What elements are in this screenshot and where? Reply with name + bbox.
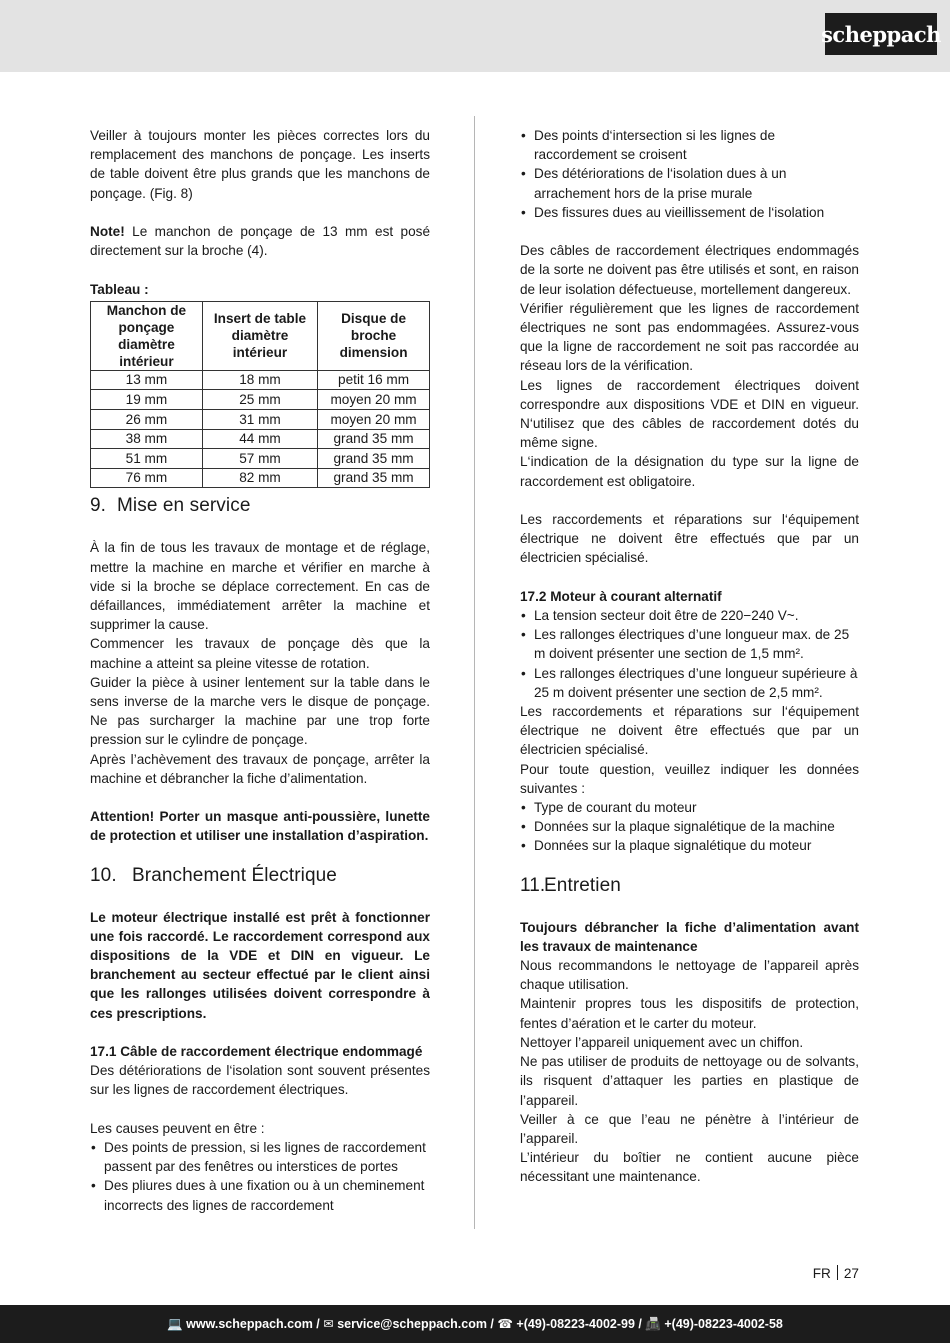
table-cell: 57 mm (202, 449, 317, 469)
paragraph: Les lignes de raccordement électriques doivent correspondre aux dispositions VDE et DIN en vigueur. N‘utilisez que des câbles de raccordement dotés du même signe. (520, 377, 859, 451)
list-item: • Des points de pression, si les lignes de raccordement passent par des fenêtres ou interstices de portes (90, 1138, 430, 1176)
note-text: Le manchon de ponçage de 13 mm est posé directement sur la broche (4). (90, 224, 430, 259)
bullet-list (520, 126, 859, 222)
scheppach-logo: scheppach (825, 13, 937, 55)
paragraph: Vérifier régulièrement que les lignes de raccordement électriques ne sont pas endommagées. Assurez-vous que la ligne de raccordement ne soit pas raccordée au réseau lors de la vérification. (520, 300, 859, 374)
paragraph: Pour toute question, veuillez indiquer les données suivantes : (520, 761, 859, 796)
paragraph: Nous recommandons le nettoyage de l’appareil après chaque utilisation. (520, 958, 859, 993)
spec-table (90, 301, 430, 489)
bullet-list (520, 798, 859, 856)
table-cell: 76 mm (91, 468, 203, 488)
subsection-title: 17.2 Moteur à courant alternatif (520, 588, 722, 604)
paragraph: Les causes peuvent en être : (90, 1120, 265, 1136)
table-header-cell: Disque de broche dimension (318, 301, 430, 370)
attention-warning: Attention! Porter un masque anti-poussière, lunette de protection et utiliser une installation d’aspiration. (90, 809, 430, 844)
list-item: • Des fissures dues au vieillissement de l‘isolation (520, 203, 859, 222)
electrical-notice: Le moteur électrique installé est prêt à fonctionner une fois raccordé. Le raccordement correspond aux dispositions de la VDE et DIN en vigueur. Le branchement au secteur effectué par le client ainsi que les rallonges utilisées doivent correspondre à ces prescriptions. (90, 909, 430, 1021)
list-item: • Des détériorations de l‘isolation dues à un arrachement hors de la prise murale (520, 164, 859, 202)
paragraph: Des détériorations de l‘isolation sont souvent présentes sur les lignes de raccordement électriques. (90, 1063, 430, 1098)
paragraph: Guider la pièce à usiner lentement sur la table dans le sens inverse de la marche vers le disque de ponçage. Ne pas surcharger la machine par une trop forte pression sur le cylindre de ponçage. (90, 674, 430, 748)
table-cell: 38 mm (91, 429, 203, 449)
table-cell: 19 mm (91, 390, 203, 410)
table-row (91, 409, 430, 429)
table-cell: 26 mm (91, 409, 203, 429)
paragraph: Les raccordements et réparations sur l‘équipement électrique ne doivent être effectués que par un électricien spécialisé. (520, 704, 859, 758)
section-title: Branchement Électrique (132, 864, 337, 886)
section-number: 11. (520, 874, 546, 896)
page-number-value: 27 (843, 1266, 859, 1281)
maintenance-warning: Toujours débrancher la fiche d’alimentation avant les travaux de maintenance (520, 919, 859, 954)
paragraph: Après l’achèvement des travaux de ponçage, arrêter la machine et débrancher la fiche d’alimentation. (90, 751, 430, 786)
paragraph: Veiller à toujours monter les pièces correctes lors du remplacement des manchons de ponçage. Les inserts de table doivent être plus grands que les manchons de ponçage. (Fig. 8) (90, 128, 430, 201)
note-paragraph (90, 222, 430, 260)
section-heading-10 (90, 862, 430, 890)
left-column (90, 126, 430, 1215)
paragraph: Ne pas utiliser de produits de nettoyage ou de solvants, ils risquent d’attaquer les parties en plastique de l’appareil. (520, 1054, 859, 1108)
table-row (91, 370, 430, 390)
paragraph: Commencer les travaux de ponçage dès que la machine a atteint sa pleine vitesse de rotation. (90, 636, 430, 671)
footer-contact: 💻 www.scheppach.com / ✉ service@scheppach.com / ☎ +(49)-08223-4002-99 / 📠 +(49)-08223-4002-58 (167, 1317, 783, 1331)
list-item: • Des points d‘intersection si les lignes de raccordement se croisent (520, 126, 859, 164)
list-item: • Type de courant du moteur (520, 798, 859, 817)
table-row (91, 429, 430, 449)
paragraph: Veiller à ce que l’eau ne pénètre à l’intérieur de l’appareil. (520, 1111, 859, 1146)
bullet-list (90, 1138, 430, 1215)
table-row (91, 390, 430, 410)
table-cell: 44 mm (202, 429, 317, 449)
table-cell: 51 mm (91, 449, 203, 469)
table-cell: 13 mm (91, 370, 203, 390)
table-row (91, 468, 430, 488)
table-row (91, 449, 430, 469)
paragraph: L’intérieur du boîtier ne contient aucune pièce nécessitant une maintenance. (520, 1150, 859, 1185)
separator (837, 1265, 838, 1280)
section-title: Mise en service (117, 495, 251, 517)
header-bar (0, 0, 950, 72)
table-cell: grand 35 mm (318, 429, 430, 449)
right-column (520, 126, 859, 1187)
section-heading-11 (520, 872, 859, 900)
table-cell: 18 mm (202, 370, 317, 390)
paragraph: Des câbles de raccordement électriques endommagés de la sorte ne doivent pas être utilisés et sont, en raison de leur isolation défectueuse, mortellement dangereux. (520, 243, 859, 297)
table-cell: moyen 20 mm (318, 390, 430, 410)
table-header-cell: Insert de table diamètre intérieur (202, 301, 317, 370)
table-cell: grand 35 mm (318, 449, 430, 469)
list-item: • Données sur la plaque signalétique de la machine (520, 817, 859, 836)
section-number: 9. (90, 495, 107, 517)
paragraph: À la fin de tous les travaux de montage et de réglage, mettre la machine en marche et vérifier en marche à vide si la broche se déplace correctement. En cas de défaillances, immédiatement arrêter la machine et supprimer la cause. (90, 540, 430, 633)
footer-bar (0, 1305, 950, 1343)
table-cell: petit 16 mm (318, 370, 430, 390)
table-header-row (91, 301, 430, 370)
table-cell: grand 35 mm (318, 468, 430, 488)
page-number (813, 1265, 859, 1281)
paragraph: Les raccordements et réparations sur l‘équipement électrique ne doivent être effectués que par un électricien spécialisé. (520, 512, 859, 566)
section-title: Entretien (544, 874, 621, 896)
bullet-list (520, 606, 859, 702)
table-cell: 82 mm (202, 468, 317, 488)
table-cell: 31 mm (202, 409, 317, 429)
list-item: • Les rallonges électriques d’une longueur supérieure à 25 m doivent présenter une section de 2,5 mm². (520, 664, 859, 702)
paragraph: Nettoyer l’appareil uniquement avec un chiffon. (520, 1034, 804, 1050)
list-item: • Données sur la plaque signalétique du moteur (520, 836, 859, 855)
table-label: Tableau : (90, 281, 149, 297)
section-heading-9 (90, 492, 430, 520)
column-divider (474, 116, 475, 1229)
subsection-title: 17.1 Câble de raccordement électrique endommagé (90, 1044, 423, 1059)
table-header-cell: Manchon de ponçage diamètre intérieur (91, 301, 203, 370)
note-label: Note! (90, 224, 125, 239)
list-item: • Les rallonges électriques d’une longueur max. de 25 m doivent présenter une section de 1,5 mm². (520, 625, 859, 663)
table-cell: 25 mm (202, 390, 317, 410)
section-number: 10. (90, 864, 117, 886)
list-item: • La tension secteur doit être de 220−240 V~. (520, 606, 859, 625)
table-cell: moyen 20 mm (318, 409, 430, 429)
paragraph: Maintenir propres tous les dispositifs de protection, fentes d’aération et le carter du moteur. (520, 996, 859, 1031)
language-code: FR (812, 1266, 831, 1281)
list-item: • Des pliures dues à une fixation ou à un cheminement incorrects des lignes de raccordement (90, 1176, 430, 1214)
paragraph: L‘indication de la désignation du type sur la ligne de raccordement est obligatoire. (520, 454, 859, 489)
